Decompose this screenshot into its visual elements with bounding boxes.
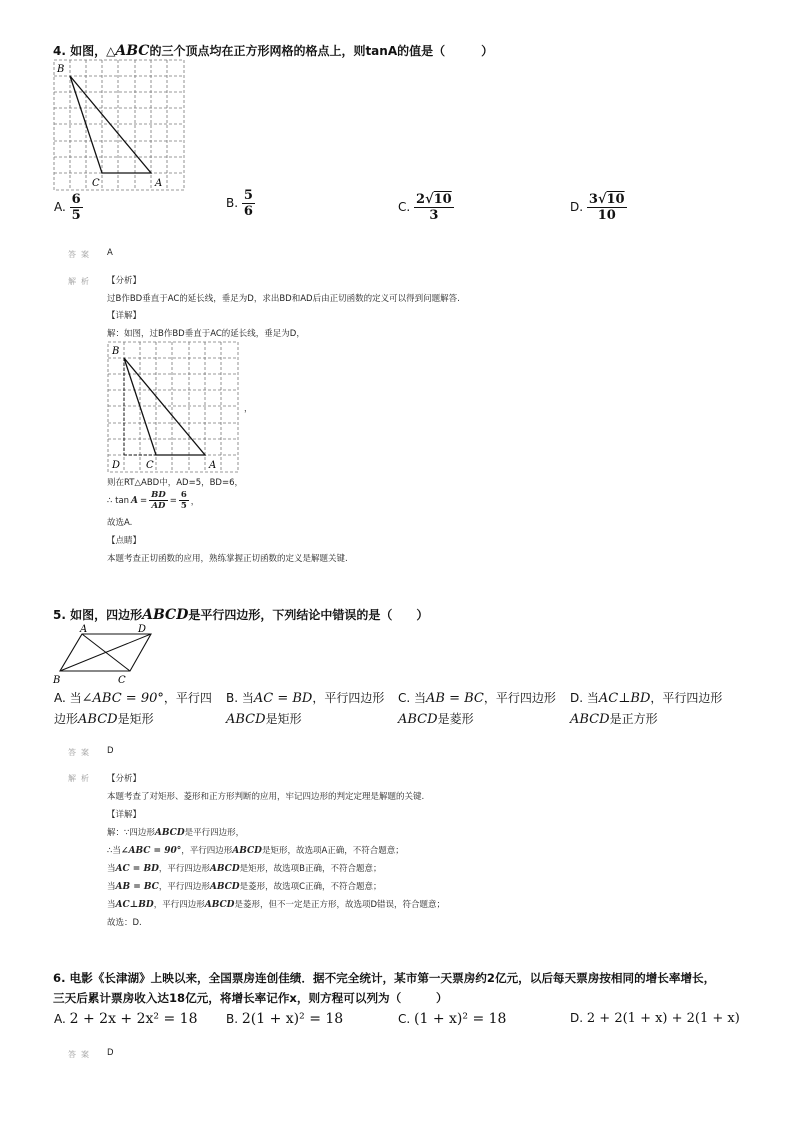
q4-option-b[interactable]: B. $\frac{5}{6}$ — [226, 188, 253, 219]
q4-xiangjie-text: 解：如图，过B作BD垂直于AC的延长线，垂足为D， — [107, 329, 305, 339]
q4s-label-c: C — [146, 460, 154, 471]
q5-label-b: B — [53, 675, 61, 685]
q4-solution-figure — [106, 340, 242, 476]
q5-analysis-label: 解析 — [68, 774, 94, 783]
q4-xiangjie: 【详解】 — [107, 311, 142, 321]
q4-fenxi-text: 过B作BD垂直于AC的延长线，垂足为D，求出BD和AD后由正切函数的定义可以得到问题解答. — [107, 294, 460, 304]
q4s-label-a: A — [209, 460, 217, 471]
q5-line-5: 当AC⊥BD，平行四边形ABCD是菱形，但不一定是正方形，故选项D错误，符合题意； — [107, 900, 446, 910]
q4-fenxi: 【分析】 — [107, 276, 142, 286]
q4-analysis-label: 解析 — [68, 277, 94, 286]
q4-triangle-figure — [52, 58, 188, 194]
q5-stem: 5. 如图，四边形ABCD是平行四边形，下列结论中错误的是（ ） — [53, 607, 429, 623]
q4-dianjing: 【点睛】 — [107, 536, 142, 546]
q4-label-c: C — [92, 178, 100, 189]
q4-dianjing-text: 本题考查正切函数的应用，熟练掌握正切函数的定义是解题关键. — [107, 554, 348, 564]
q5-line-2: ∴当∠ABC = 90°，平行四边形ABCD是矩形，故选项A正确，不符合题意； — [107, 846, 404, 856]
q4-label-a: A — [155, 178, 163, 189]
q5-option-a[interactable]: A. 当∠ABC = 90°，平行四边形ABCD是矩形 — [54, 691, 212, 727]
q4-option-a[interactable]: A. $\frac{6}{5}$ — [54, 192, 81, 223]
q5-answer: D — [107, 746, 114, 756]
q4-label-b: B — [57, 64, 65, 75]
q4-answer-label: 答案 — [68, 250, 94, 259]
q6-stem-line-1: 6. 电影《长津湖》上映以来，全国票房连创佳绩．据不完全统计，某市第一天票房约2亿元，以后每天票房按相同的增长率增长， — [53, 971, 716, 985]
q4-rt-text: 则在RT△ABD中，AD=5，BD=6， — [107, 478, 244, 488]
q5-parallelogram-figure — [52, 621, 160, 685]
q5-option-b[interactable]: B. 当AC = BD，平行四边形ABCD是矩形 — [226, 691, 385, 727]
q4s-label-b: B — [112, 346, 120, 357]
q5-option-c[interactable]: C. 当AB = BC，平行四边形ABCD是菱形 — [398, 691, 556, 727]
q6-option-a[interactable]: A. 2 + 2x + 2x² = 18 — [54, 1011, 198, 1027]
q4-stem: 4. 如图，△ABC的三个顶点均在正方形网格的格点上，则tanA的值是（ ） — [53, 43, 494, 59]
q5-line-1: 解：∵四边形ABCD是平行四边形， — [107, 828, 245, 838]
q5-option-d[interactable]: D. 当AC⊥BD，平行四边形ABCD是正方形 — [570, 691, 723, 727]
q6-answer-label: 答案 — [68, 1050, 94, 1059]
q6-option-b[interactable]: B. 2(1 + x)² = 18 — [226, 1011, 344, 1027]
q6-answer: D — [107, 1048, 114, 1058]
q4-option-d[interactable]: D. $\frac{3√10}{10}$ — [570, 192, 625, 223]
q6-stem-line-2: 三天后累计票房收入达18亿元，将增长率记作x，则方程可以列为（ ） — [53, 991, 448, 1005]
q5-line-4: 当AB = BC，平行四边形ABCD是菱形，故选项C正确，不符合题意； — [107, 882, 382, 892]
q6-option-d[interactable]: D. 2 + 2(1 + x) + 2(1 + x) — [570, 1011, 740, 1026]
q5-line-3: 当AC = BD，平行四边形ABCD是矩形，故选项B正确，不符合题意； — [107, 864, 382, 874]
q5-xiangjie: 【详解】 — [107, 810, 142, 820]
q5-line-6: 故选：D. — [107, 918, 142, 928]
q5-answer-label: 答案 — [68, 748, 94, 757]
q6-option-c[interactable]: C. (1 + x)² = 18 — [398, 1011, 507, 1027]
q4-answer: A — [107, 248, 113, 258]
q4-tan-formula: ∴ tan A = $\frac{BD}{AD}$ = $\frac{6}{5}$ ， — [107, 490, 200, 511]
q5-fenxi: 【分析】 — [107, 774, 142, 784]
q5-label-c: C — [118, 675, 126, 685]
q4s-label-d: D — [112, 460, 121, 471]
q5-fenxi-text: 本题考查了对矩形、菱形和正方形判断的应用，牢记四边形的判定定理是解题的关键. — [107, 792, 425, 802]
q5-label-d: D — [138, 624, 147, 635]
q5-label-a: A — [80, 624, 88, 635]
q4-figure-comma: ， — [244, 404, 253, 414]
q4-choose: 故选A. — [107, 518, 133, 528]
q4-option-c[interactable]: C. $\frac{2√10}{3}$ — [398, 192, 452, 223]
